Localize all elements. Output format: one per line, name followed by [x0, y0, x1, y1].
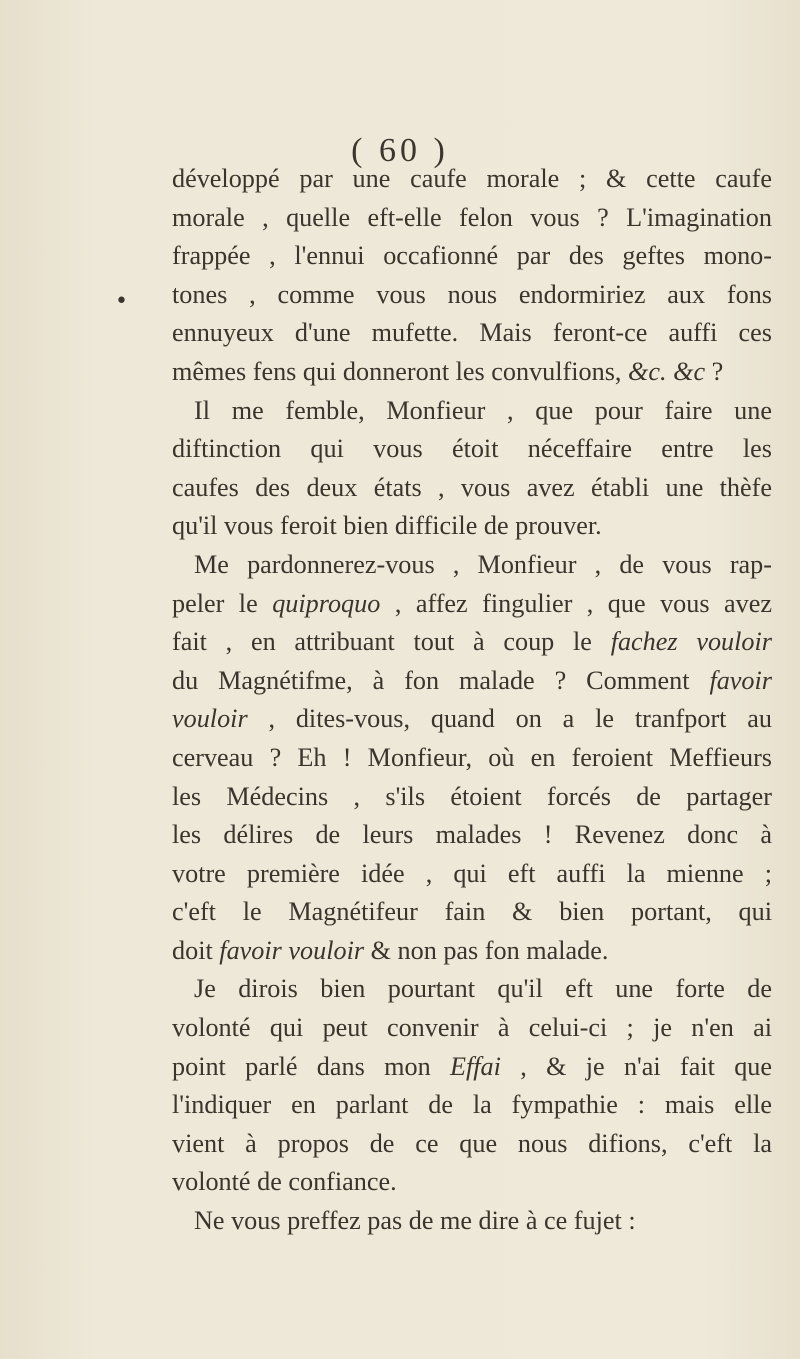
- text-line: [172, 160, 772, 199]
- text-line: [172, 1202, 772, 1241]
- italic-text: favoir: [709, 665, 772, 695]
- text-segment: Je dirois bien pourtant qu'il eft une forte de: [194, 974, 772, 1004]
- text-segment: votre première idée , qui eft auffi la mienne ;: [172, 858, 772, 888]
- text-segment: c'eft le Magnétifeur fain & bien portant, qui: [172, 897, 772, 927]
- margin-mark: •: [115, 289, 128, 314]
- text-line: [172, 507, 772, 546]
- text-segment: vient à propos de ce que nous difions, c'eft la: [172, 1128, 772, 1158]
- text-segment: Ne vous preffez pas de me dire à ce fujet :: [194, 1206, 636, 1236]
- text-line: [172, 392, 772, 431]
- text-segment: l'indiquer en parlant de la fympathie : mais elle: [172, 1090, 772, 1120]
- text-segment: , dites-vous, quand on a le tranfport au: [247, 704, 772, 734]
- text-segment: qu'il vous feroit bien difficile de prouver.: [172, 511, 602, 541]
- text-line: [172, 314, 772, 353]
- page-body-text: [172, 160, 772, 1241]
- text-segment: point parlé dans mon: [172, 1051, 450, 1081]
- text-segment: tones , comme vous nous endormiriez aux fons: [172, 279, 772, 309]
- text-segment: Me pardonnerez-vous , Monfieur , de vous rap-: [194, 549, 772, 579]
- italic-text: Effai: [449, 1051, 501, 1081]
- text-segment: morale , quelle eft-elle felon vous ? L'imagination: [172, 202, 772, 232]
- text-segment: développé par une caufe morale ; & cette caufe: [172, 164, 772, 193]
- italic-text: fachez vouloir: [610, 627, 772, 657]
- text-line: [172, 739, 772, 778]
- text-line: [172, 1009, 772, 1048]
- text-line: [172, 855, 772, 894]
- text-line: [172, 700, 772, 739]
- text-line: [172, 1125, 772, 1164]
- text-line: [172, 778, 772, 817]
- text-segment: volonté de confiance.: [172, 1167, 397, 1197]
- text-segment: Il me femble, Monfieur , que pour faire une: [194, 395, 772, 425]
- text-line: [172, 276, 772, 315]
- text-line: [172, 199, 772, 238]
- text-segment: peler le: [172, 588, 273, 618]
- text-line: [172, 1086, 772, 1125]
- text-line: [172, 816, 772, 855]
- text-line: [172, 623, 772, 662]
- text-segment: fait , en attribuant tout à coup le: [172, 627, 611, 657]
- text-line: [172, 1163, 772, 1202]
- italic-text: vouloir: [172, 704, 248, 734]
- text-segment: les Médecins , s'ils étoient forcés de partager: [172, 781, 772, 811]
- text-line: [172, 353, 772, 392]
- text-segment: ennuyeux d'une mufette. Mais feront-ce auffi ces: [172, 318, 772, 348]
- text-segment: diftinction qui vous étoit néceffaire entre les: [172, 434, 772, 464]
- text-segment: volonté qui peut convenir à celui-ci ; je n'en ai: [172, 1013, 772, 1043]
- text-segment: frappée , l'ennui occafionné par des geftes mono-: [172, 241, 772, 271]
- text-segment: , & je n'ai fait que: [500, 1051, 773, 1081]
- text-line: [172, 469, 772, 508]
- text-segment: caufes des deux états , vous avez établi une thèfe: [172, 472, 772, 502]
- text-segment: mêmes fens qui donneront les convulfions,: [172, 356, 629, 386]
- text-segment: & non pas fon malade.: [364, 935, 609, 965]
- italic-text: favoir vouloir: [219, 935, 365, 965]
- text-line: [172, 893, 772, 932]
- text-segment: , affez fingulier , que vous avez: [380, 588, 772, 618]
- text-segment: ?: [705, 356, 724, 386]
- text-line: [172, 1048, 772, 1087]
- text-line: [172, 932, 772, 971]
- text-line: [172, 585, 772, 624]
- text-segment: du Magnétifme, à fon malade ? Comment: [172, 665, 710, 695]
- text-line: [172, 237, 772, 276]
- page-number-header: ( 60 ): [351, 132, 449, 169]
- text-line: [172, 430, 772, 469]
- text-line: [172, 546, 772, 585]
- italic-text: &c. &c: [628, 356, 706, 386]
- text-segment: doit: [172, 935, 220, 965]
- text-segment: cerveau ? Eh ! Monfieur, où en feroient Meffieurs: [172, 742, 772, 772]
- text-line: [172, 662, 772, 701]
- text-line: [172, 970, 772, 1009]
- text-segment: les délires de leurs malades ! Revenez donc à: [172, 820, 772, 850]
- italic-text: quiproquo: [272, 588, 381, 618]
